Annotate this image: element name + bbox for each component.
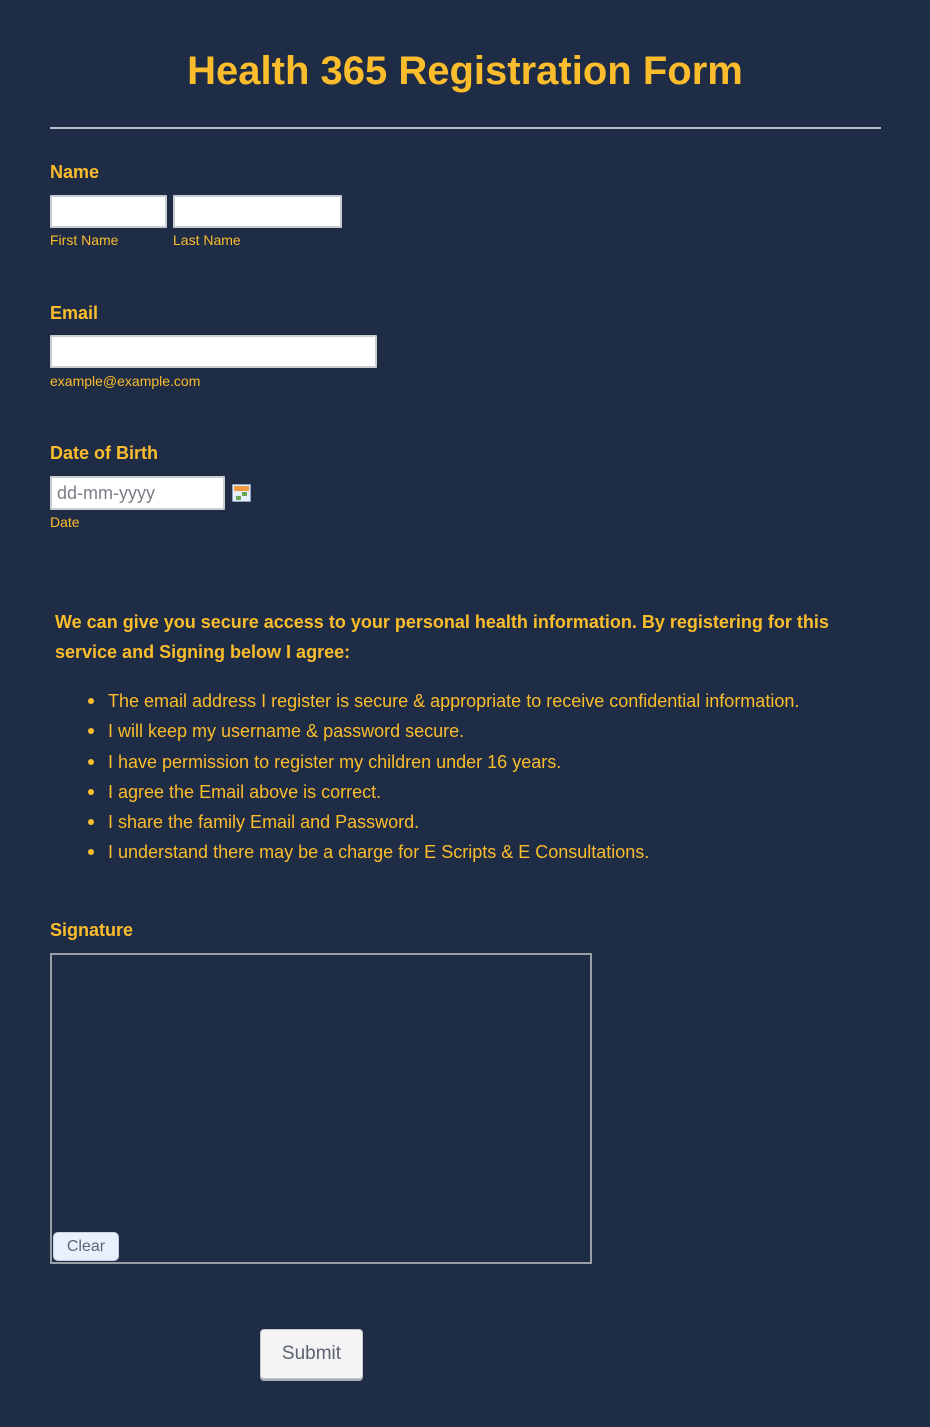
bullet-icon: [88, 819, 94, 825]
agreement-item-text: I understand there may be a charge for E Scripts & E Consultations.: [108, 842, 650, 863]
page-title: Health 365 Registration Form: [187, 49, 743, 93]
calendar-icon-cell: [242, 492, 247, 496]
calendar-icon-header: [234, 486, 249, 491]
agreement-item: [108, 716, 908, 746]
bullet-icon: [88, 698, 94, 704]
last-name-sublabel: Last Name: [173, 232, 241, 248]
agreement-item: [108, 747, 908, 777]
agreement-item-text: I will keep my username & password secure.: [108, 721, 465, 742]
dob-sublabel: Date: [50, 514, 80, 530]
agreement-item: [108, 777, 908, 807]
name-label: Name: [50, 162, 100, 182]
signature-pad[interactable]: [50, 953, 592, 1264]
agreement-item: [108, 837, 908, 867]
agreement-item-text: The email address I register is secure & appropriate to receive confidential information.: [108, 691, 800, 711]
first-name-input[interactable]: [50, 195, 167, 228]
submit-button[interactable]: Submit: [260, 1329, 363, 1379]
first-name-sublabel: First Name: [50, 232, 119, 248]
agreement-item: [108, 686, 908, 716]
agreement-item: [108, 807, 908, 837]
bullet-icon: [88, 728, 94, 734]
clear-signature-button[interactable]: Clear: [53, 1232, 119, 1261]
calendar-icon-cell: [236, 496, 241, 500]
dob-input[interactable]: [50, 476, 225, 510]
bullet-icon: [88, 789, 94, 795]
agreement-item-text: I share the family Email and Password.: [108, 812, 420, 833]
email-input[interactable]: [50, 335, 377, 368]
signature-label: Signature: [50, 920, 134, 940]
agreement-item-text: I agree the Email above is correct.: [108, 781, 382, 802]
calendar-icon[interactable]: [232, 484, 251, 502]
dob-label: Date of Birth: [50, 443, 158, 463]
bullet-icon: [88, 849, 94, 855]
title-divider: [50, 127, 881, 129]
email-sublabel: example@example.com: [50, 373, 201, 389]
email-label: Email: [50, 303, 99, 323]
agreement-item-text: I have permission to register my children under 16 years.: [108, 751, 562, 772]
bullet-icon: [88, 759, 94, 765]
agreement-intro: We can give you secure access to your personal health information. By registering for this service and Signing below I agree:: [55, 612, 829, 662]
last-name-input[interactable]: [173, 195, 342, 228]
agreement-list: [108, 686, 908, 868]
